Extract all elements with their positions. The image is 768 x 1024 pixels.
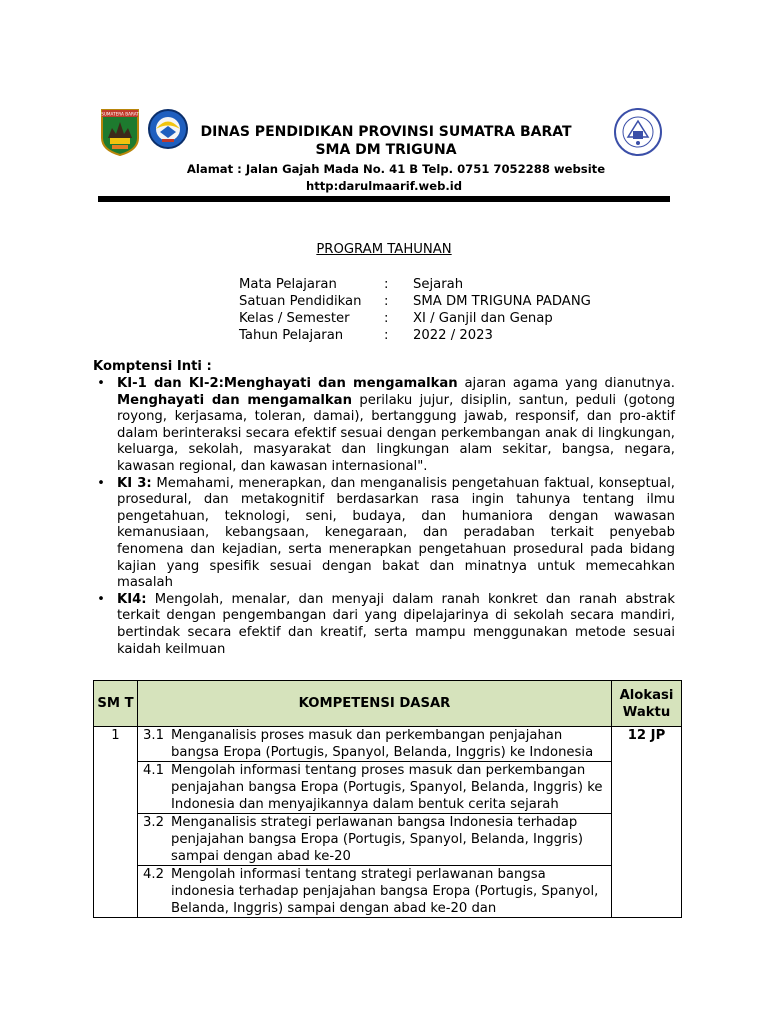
institution-name: DINAS PENDIDIKAN PROVINSI SUMATRA BARAT [200, 124, 572, 140]
meta-colon: : [384, 277, 389, 292]
kd-text: Menganalisis strategi perlawanan bangsa Indonesia terhadap penjajahan bangsa Eropa (Portugis, Spanyol, Belanda, Inggris) sampai dengan abad ke-20 [171, 815, 584, 864]
ki-item [93, 476, 675, 592]
meta-value: XI / Ganjil dan Genap [413, 311, 553, 326]
kd-number: 3.2 [143, 815, 164, 830]
ki-item [93, 376, 675, 476]
ki-heading: Komptensi Inti : [93, 359, 212, 374]
document-meta [239, 276, 591, 344]
bullet-icon: • [97, 475, 105, 491]
ki-bold: KI-1 dan KI-2:Menghayati dan mengamalkan [117, 376, 458, 391]
school-website: http:darulmaarif.web.id [305, 179, 463, 193]
ki-item [93, 592, 675, 658]
meta-colon: : [384, 328, 389, 343]
table-row [94, 727, 682, 918]
kd-item [138, 727, 611, 762]
kd-item [138, 866, 611, 917]
ki-bold: KI 3: [117, 475, 152, 491]
school-address: Alamat : Jalan Gajah Mada No. 41 B Telp. 0751 7052288 website [186, 162, 606, 176]
ki-text: ajaran agama yang dianutnya. [457, 376, 675, 391]
meta-label: Satuan Pendidikan [239, 294, 362, 309]
kd-item [138, 762, 611, 814]
meta-colon: : [384, 294, 389, 309]
semester-cell: 1 [94, 727, 138, 918]
meta-value: 2022 / 2023 [413, 328, 493, 343]
school-name: SMA DM TRIGUNA [315, 142, 457, 158]
meta-row-class [239, 310, 591, 327]
ki-list [93, 376, 675, 658]
kd-text: Mengolah informasi tentang proses masuk dan perkembangan penjajahan bangsa Eropa (Portugis, Spanyol, Belanda, Inggris) ke Indonesia dan menyajikannya dalam bentuk cerita sejarah [171, 763, 603, 812]
ki-bold: KI4: [117, 591, 147, 607]
meta-row-unit [239, 293, 591, 310]
kompetensi-dasar-table [93, 680, 682, 918]
kd-number: 3.1 [143, 728, 164, 743]
header-smt: SM T [94, 681, 138, 727]
meta-label: Tahun Pelajaran [239, 328, 344, 343]
meta-row-subject [239, 276, 591, 293]
document-title: PROGRAM TAHUNAN [316, 242, 452, 257]
alokasi-cell: 12 JP [612, 727, 682, 918]
bullet-icon: • [97, 376, 105, 391]
meta-value: SMA DM TRIGUNA PADANG [413, 294, 591, 309]
ki-text: perilaku jujur, disiplin, santun, peduli (gotong royong, kerjasama, toleran, damai), bertanggung jawab, responsif, dan pro-aktif dalam berinteraksi secara efektif sesuai dengan perkembangan anak di lingkungan, keluarga, sekolah, masyarakat dan lingkungan alam sekitar, bangsa, negara, kawasan regional, dan kawasan internasional". [117, 392, 676, 474]
meta-colon: : [384, 311, 389, 326]
letterhead-rule [98, 196, 670, 202]
table-header-row [94, 681, 682, 727]
kd-text: Mengolah informasi tentang strategi perlawanan bangsa indonesia terhadap penjajahan bangsa Eropa (Portugis, Spanyol, Belanda, Inggris) sampai dengan abad ke-20 dan [171, 867, 599, 916]
kd-item [138, 814, 611, 866]
ki-bold: Menghayati dan mengamalkan [117, 392, 352, 408]
header-kompetensi-dasar: KOMPETENSI DASAR [138, 681, 612, 727]
meta-value: Sejarah [413, 277, 464, 292]
meta-label: Mata Pelajaran [239, 277, 337, 292]
kd-cell [138, 727, 612, 918]
meta-label: Kelas / Semester [239, 311, 350, 326]
meta-row-year [239, 327, 591, 344]
ki-text: Mengolah, menalar, dan menyaji dalam ranah konkret dan ranah abstrak terkait dengan pengembangan dari yang dipelajarinya di sekolah secara mandiri, bertindak secara efektif dan kreatif, serta mampu menggunakan metode sesuai kaidah keilmuan [117, 591, 675, 657]
svg-text:SUMATERA BARAT: SUMATERA BARAT [101, 111, 139, 117]
kd-number: 4.2 [143, 867, 164, 882]
header-alokasi-waktu: Alokasi Waktu [612, 681, 682, 727]
ki-text: Memahami, menerapkan, dan menganalisis pengetahuan faktual, konseptual, prosedural, dan metakognitif berdasarkan rasa ingin tahunya tentang ilmu pengetahuan, teknologi, seni, budaya, dan humaniora dengan wawasan kemanusiaan, kebangsaan, kenegaraan, dan peradaban terkait penyebab fenomena dan kejadian, serta menerapkan pengetahuan prosedural pada bidang kajian yang spesifik sesuai dengan bakat dan minatnya untuk memecahkan masalah [117, 475, 675, 591]
kd-text: Menganalisis proses masuk dan perkembangan penjajahan bangsa Eropa (Portugis, Spanyol, Belanda, Inggris) ke Indonesia [171, 728, 594, 760]
kd-number: 4.1 [143, 763, 164, 778]
bullet-icon: • [97, 591, 105, 607]
